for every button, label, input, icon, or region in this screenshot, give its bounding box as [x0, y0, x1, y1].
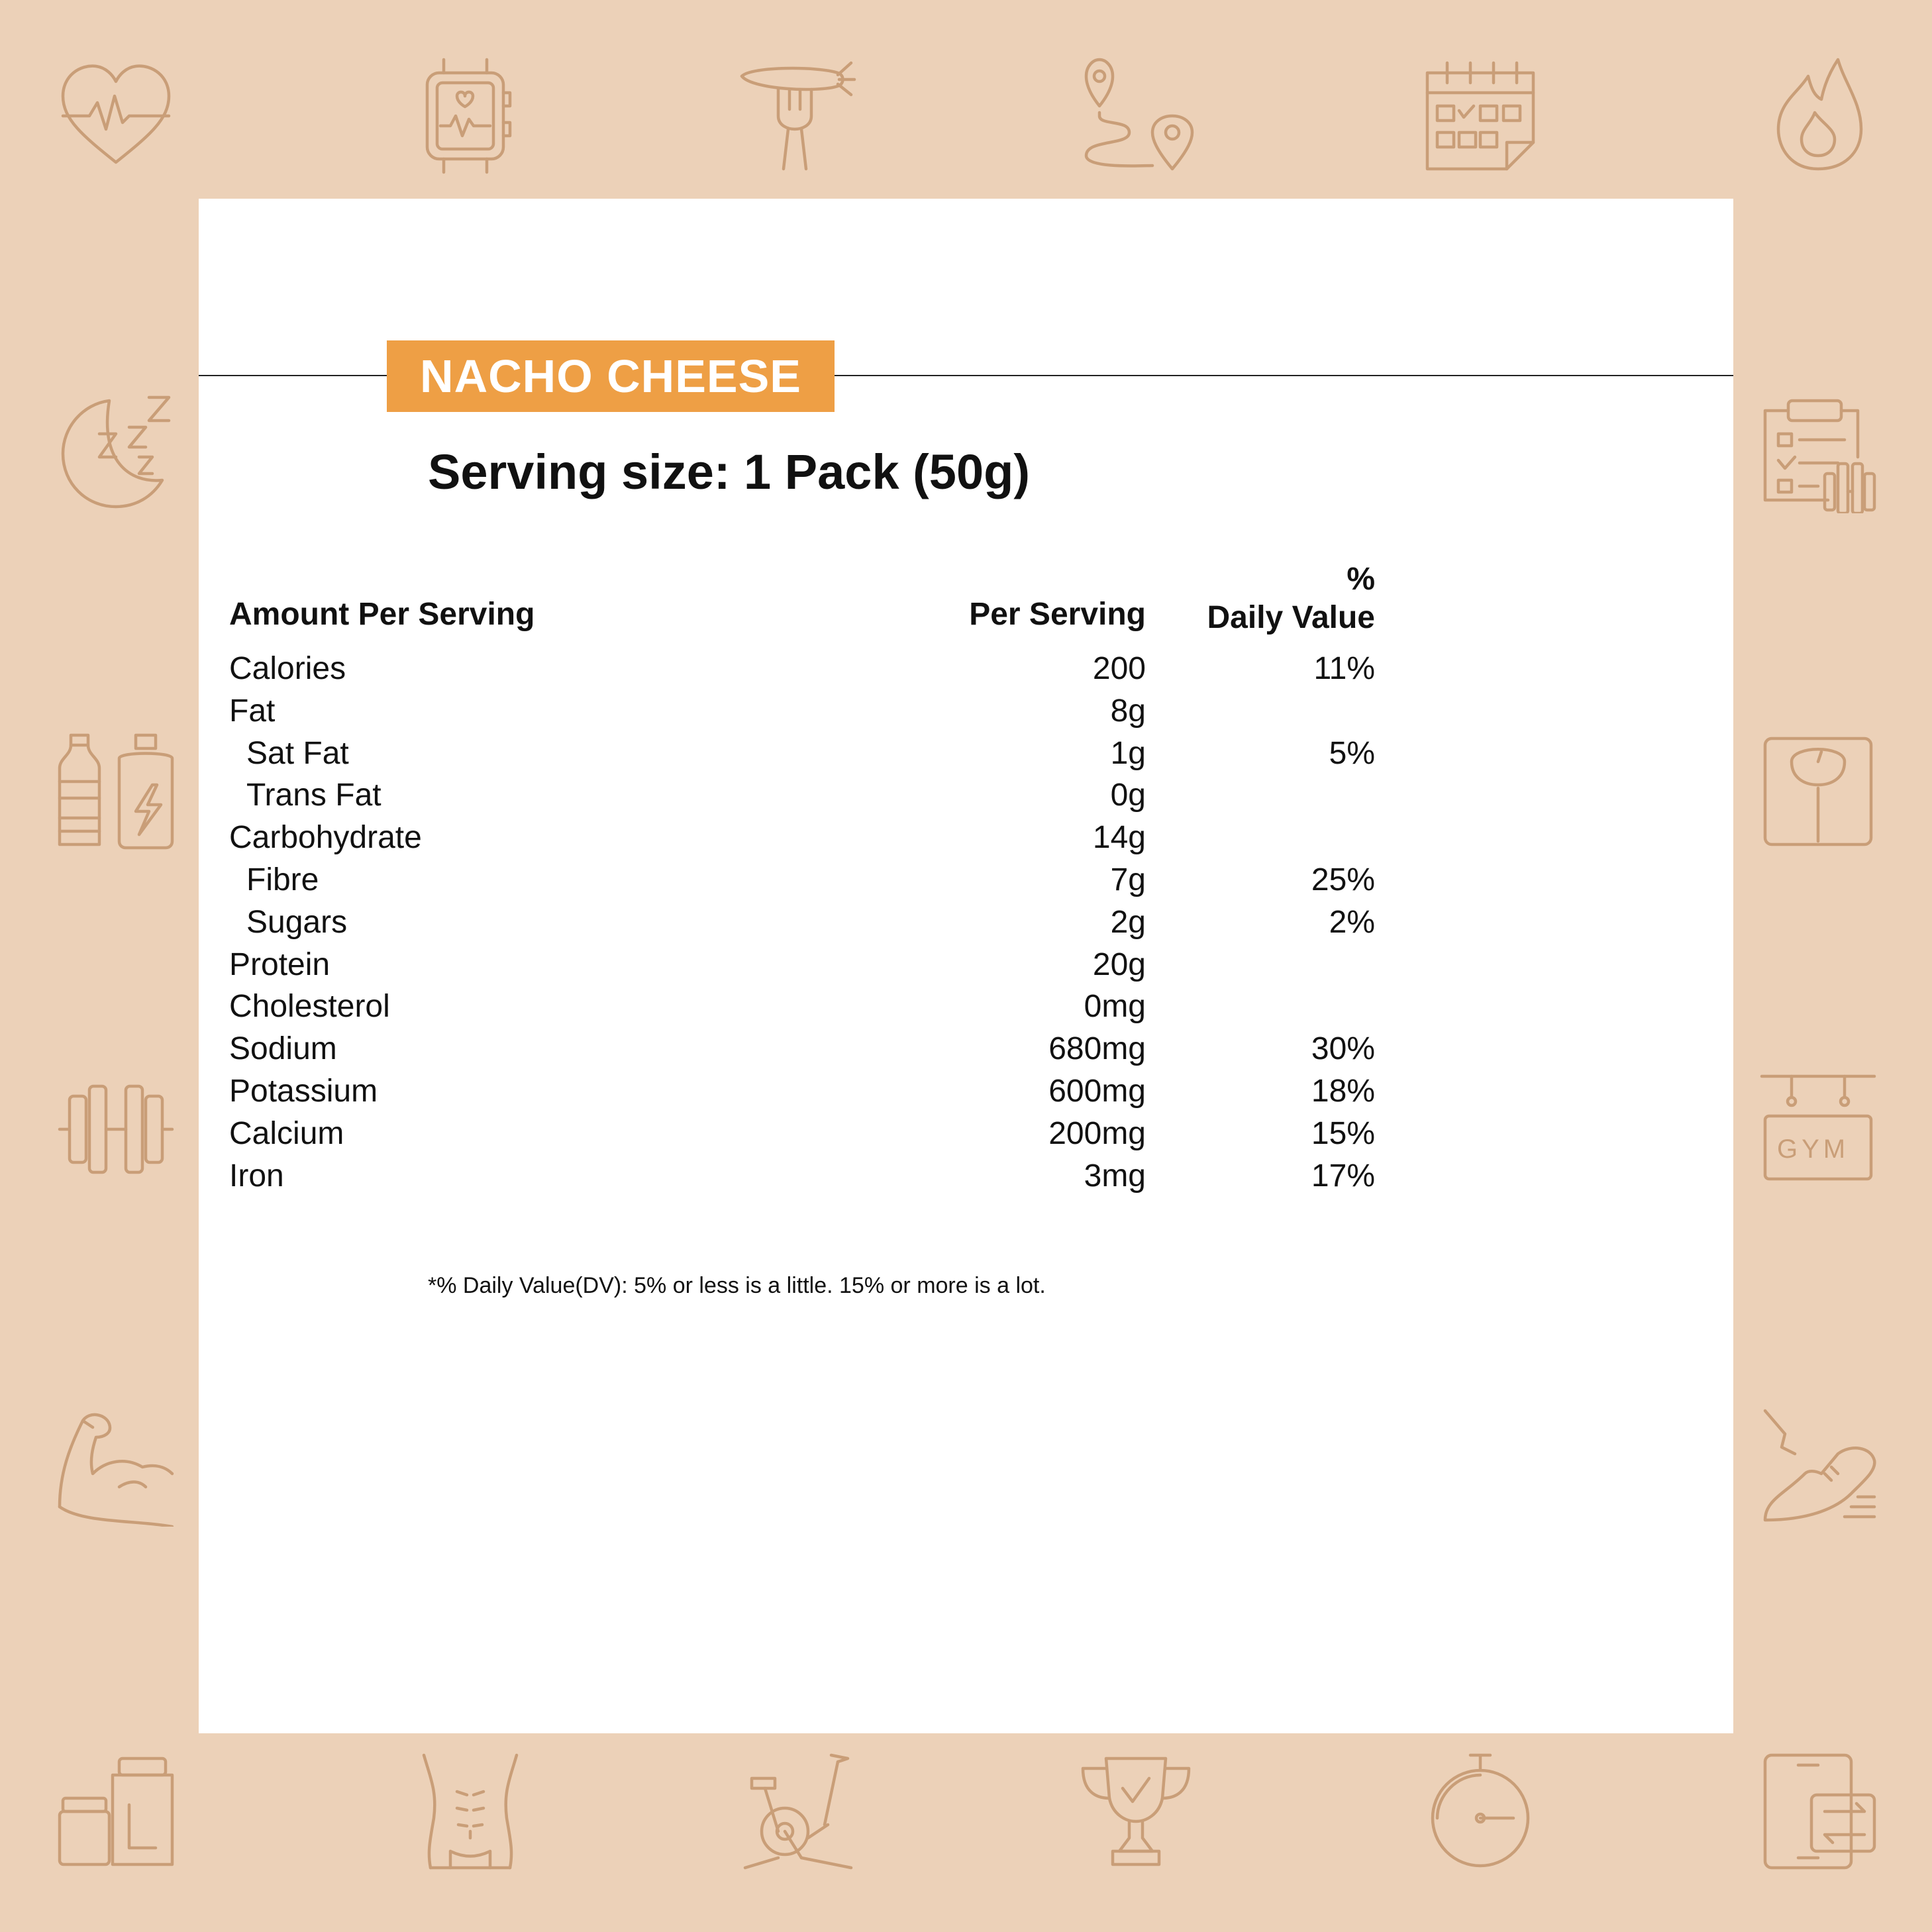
table-row [229, 735, 1375, 778]
abs-torso-icon [411, 1752, 530, 1871]
nutrient-name: Sodium [229, 1031, 337, 1067]
gym-sign-icon [1758, 1070, 1878, 1189]
nutrient-name: Protein [229, 946, 330, 982]
table-row [229, 1158, 1375, 1200]
per-serving-value: 1g [1110, 735, 1146, 771]
nutrient-name: Sugars [246, 904, 348, 940]
nutrient-name: Calories [229, 651, 346, 686]
per-serving-value: 7g [1110, 862, 1146, 897]
scale-icon [1758, 732, 1878, 851]
nutrient-name: Trans Fat [246, 778, 381, 813]
nutrition-rows [229, 650, 1375, 1199]
supplement-jars-icon [56, 1752, 176, 1871]
stopwatch-icon [1421, 1752, 1540, 1871]
carrot-fork-icon [738, 56, 858, 176]
per-serving-value: 2g [1110, 904, 1146, 940]
table-row [229, 862, 1375, 904]
smartwatch-icon [411, 56, 530, 176]
table-row [229, 819, 1375, 862]
header-dv-label: Daily Value [1207, 600, 1375, 635]
flavor-badge: NACHO CHEESE [387, 340, 835, 412]
table-row [229, 650, 1375, 693]
route-map-icon [1076, 56, 1195, 176]
table-row [229, 988, 1375, 1031]
daily-value-footnote: *% Daily Value(DV): 5% or less is a little. 15% or more is a lot. [428, 1273, 1046, 1298]
header-daily-value [1207, 560, 1375, 637]
table-row [229, 693, 1375, 735]
per-serving-value: 600mg [1048, 1073, 1146, 1109]
daily-value-percent: 17% [1311, 1158, 1375, 1194]
bottles-icon [56, 732, 176, 851]
per-serving-value: 20g [1092, 946, 1146, 982]
per-serving-value: 14g [1092, 820, 1146, 856]
exercise-bike-icon [738, 1752, 858, 1871]
per-serving-value: 3mg [1084, 1158, 1146, 1194]
header-per-serving: Per Serving [969, 597, 1146, 632]
svg-text:GYM: GYM [1777, 1135, 1850, 1164]
per-serving-value: 200 [1092, 651, 1146, 686]
table-row [229, 1115, 1375, 1158]
table-row [229, 904, 1375, 946]
dumbbell-icon [56, 1070, 176, 1189]
nutrient-name: Iron [229, 1158, 284, 1194]
per-serving-value: 0g [1110, 778, 1146, 813]
nutrient-name: Potassium [229, 1073, 378, 1109]
nutrient-name: Calcium [229, 1115, 344, 1151]
nutrient-name: Carbohydrate [229, 820, 422, 856]
daily-value-percent: 25% [1311, 862, 1375, 897]
nutrient-name: Fibre [246, 862, 319, 897]
flame-icon [1758, 56, 1878, 176]
nutrient-name: Cholesterol [229, 989, 390, 1025]
table-row [229, 1031, 1375, 1073]
daily-value-percent: 11% [1313, 651, 1375, 686]
daily-value-percent: 30% [1311, 1031, 1375, 1067]
nutrient-name: Fat [229, 693, 276, 729]
daily-value-percent: 18% [1311, 1073, 1375, 1109]
heart-rate-icon [56, 56, 176, 176]
serving-size-title: Serving size: 1 Pack (50g) [428, 444, 1030, 499]
per-serving-value: 680mg [1048, 1031, 1146, 1067]
sleep-moon-icon [56, 394, 176, 513]
calendar-icon [1421, 56, 1540, 176]
table-row [229, 946, 1375, 989]
phone-sync-icon [1758, 1752, 1878, 1871]
clipboard-dumbbell-icon [1758, 394, 1878, 513]
running-shoe-icon [1758, 1407, 1878, 1527]
trophy-icon [1076, 1752, 1195, 1871]
daily-value-percent: 5% [1329, 735, 1375, 771]
header-amount-per-serving: Amount Per Serving [229, 597, 535, 632]
per-serving-value: 8g [1110, 693, 1146, 729]
daily-value-percent: 15% [1311, 1115, 1375, 1151]
daily-value-percent: 2% [1329, 904, 1375, 940]
header-dv-symbol: % [1347, 562, 1375, 597]
per-serving-value: 0mg [1084, 989, 1146, 1025]
table-row [229, 1073, 1375, 1115]
flexed-arm-icon [56, 1407, 176, 1527]
table-row [229, 777, 1375, 819]
per-serving-value: 200mg [1048, 1115, 1146, 1151]
nutrient-name: Sat Fat [246, 735, 349, 771]
